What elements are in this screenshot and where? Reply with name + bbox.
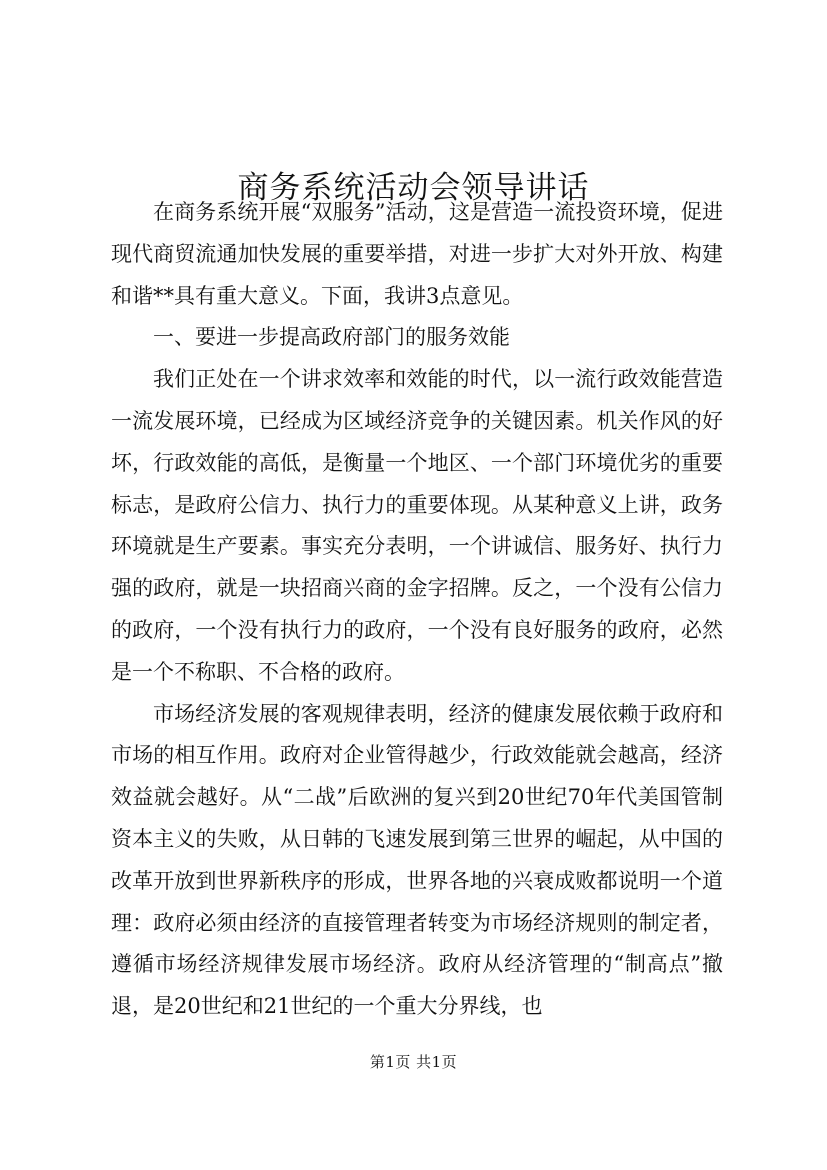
document-body — [111, 192, 723, 1028]
intro-paragraph: 在商务系统开展“双服务”活动，这是营造一流投资环境，促进现代商贸流通加快发展的重要举措，对进一步扩大对外开放、构建和谐**具有重大意义。下面，我讲3点意见。 — [111, 200, 723, 308]
document-title: 商务系统活动会领导讲话 — [237, 169, 590, 206]
section-heading-1: 一、要进一步提高政府部门的服务效能 — [153, 325, 510, 350]
page-footer: 第1页 共1页 — [369, 1053, 458, 1071]
section-1-paragraph-2: 市场经济发展的客观规律表明，经济的健康发展依赖于政府和市场的相互作用。政府对企业管得越少，行政效能就会越高，经济效益就会越好。从“二战”后欧洲的复兴到20世纪70年代美国管制资本主义的失败，从日韩的飞速发展到第三世界的崛起，从中国的改革开放到世界新秩序的形成，世界各地的兴衰成败都说明一个道理：政府必须由经济的直接管理者转变为市场经济规则的制定者，遵循市场经济规律发展市场经济。政府从经济管理的“制高点”撤退，是20世纪和21世纪的一个重大分界线，也 — [111, 701, 723, 1019]
section-1-paragraph-1: 我们正处在一个讲求效率和效能的时代，以一流行政效能营造一流发展环境，已经成为区域经济竞争的关键因素。机关作风的好坏，行政效能的高低，是衡量一个地区、一个部门环境优劣的重要标志，是政府公信力、执行力的重要体现。从某种意义上讲，政务环境就是生产要素。事实充分表明，一个讲诚信、服务好、执行力强的政府，就是一块招商兴商的金字招牌。反之，一个没有公信力的政府，一个没有执行力的政府，一个没有良好服务的政府，必然是一个不称职、不合格的政府。 — [111, 367, 723, 684]
